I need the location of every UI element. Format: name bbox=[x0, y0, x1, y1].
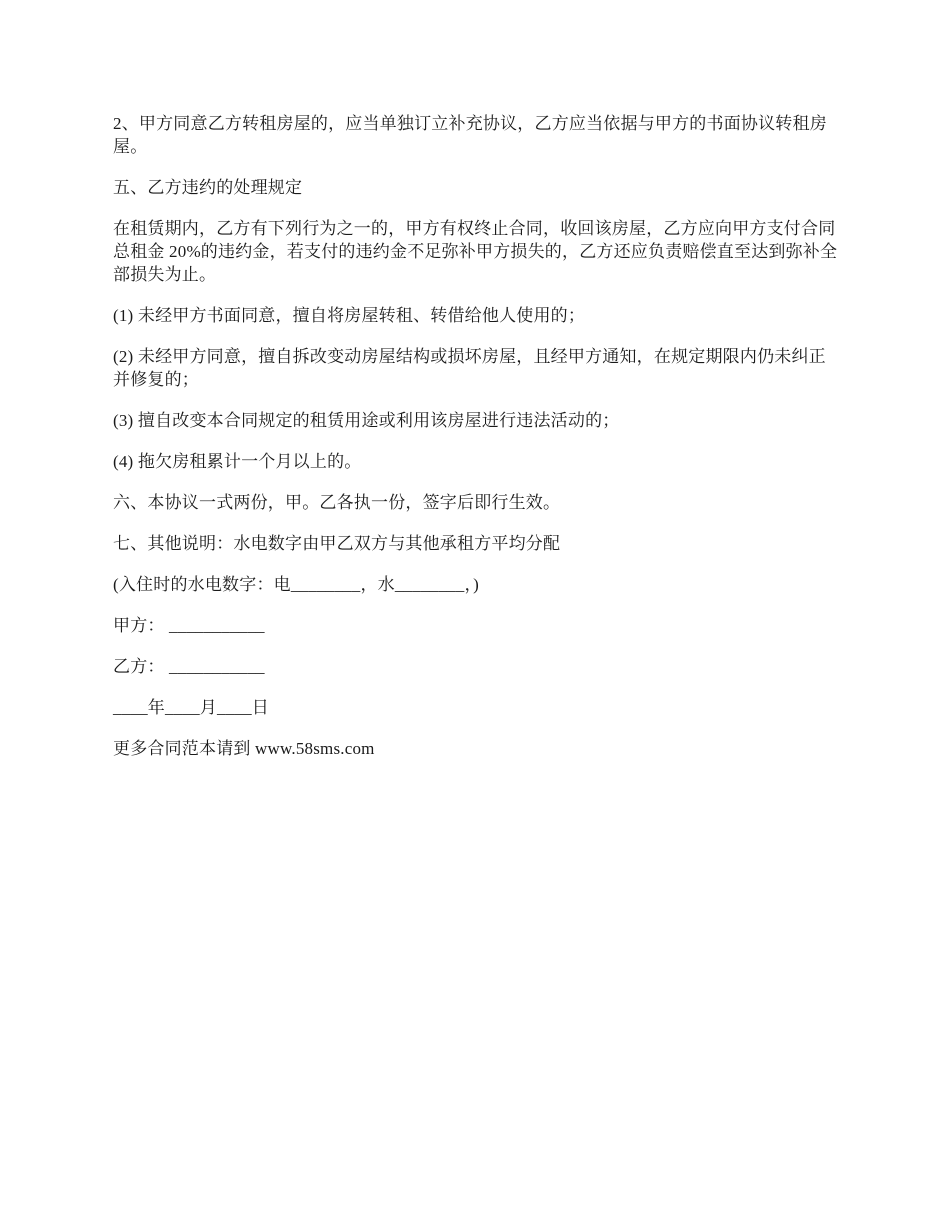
clause-breach-penalty: 在租赁期内，乙方有下列行为之一的，甲方有权终止合同，收回该房屋，乙方应向甲方支付合同总租金 20%的违约金，若支付的违约金不足弥补甲方损失的，乙方还应负责赔偿直至达到弥补全部损失为止。 bbox=[113, 219, 838, 284]
utility-readings-line: (入住时的水电数字：电________，水________，) bbox=[113, 575, 480, 594]
breach-item-3: (3) 擅自改变本合同规定的租赁用途或利用该房屋进行违法活动的； bbox=[113, 411, 620, 430]
date-line: ____年____月____日 bbox=[113, 698, 269, 717]
party-b-signature-line: 乙方： ___________ bbox=[113, 657, 265, 676]
breach-item-4: (4) 拖欠房租累计一个月以上的。 bbox=[113, 452, 362, 471]
footer-more-templates: 更多合同范本请到 www.58sms.com bbox=[113, 739, 375, 758]
clause-sublease-agreement: 2、甲方同意乙方转租房屋的，应当单独订立补充协议，乙方应当依据与甲方的书面协议转租房屋。 bbox=[113, 114, 827, 156]
document-page bbox=[113, 112, 838, 778]
breach-item-1: (1) 未经甲方书面同意，擅自将房屋转租、转借给他人使用的； bbox=[113, 306, 586, 325]
party-a-signature-line: 甲方： ___________ bbox=[113, 616, 265, 635]
section-other-notes: 七、其他说明：水电数字由甲乙双方与其他承租方平均分配 bbox=[113, 534, 561, 553]
breach-item-2: (2) 未经甲方同意，擅自拆改变动房屋结构或损坏房屋，且经甲方通知，在规定期限内仍未纠正并修复的； bbox=[113, 347, 826, 389]
section-heading-breach: 五、乙方违约的处理规定 bbox=[113, 178, 303, 197]
section-copies-effective: 六、本协议一式两份，甲。乙各执一份，签字后即行生效。 bbox=[113, 493, 561, 512]
